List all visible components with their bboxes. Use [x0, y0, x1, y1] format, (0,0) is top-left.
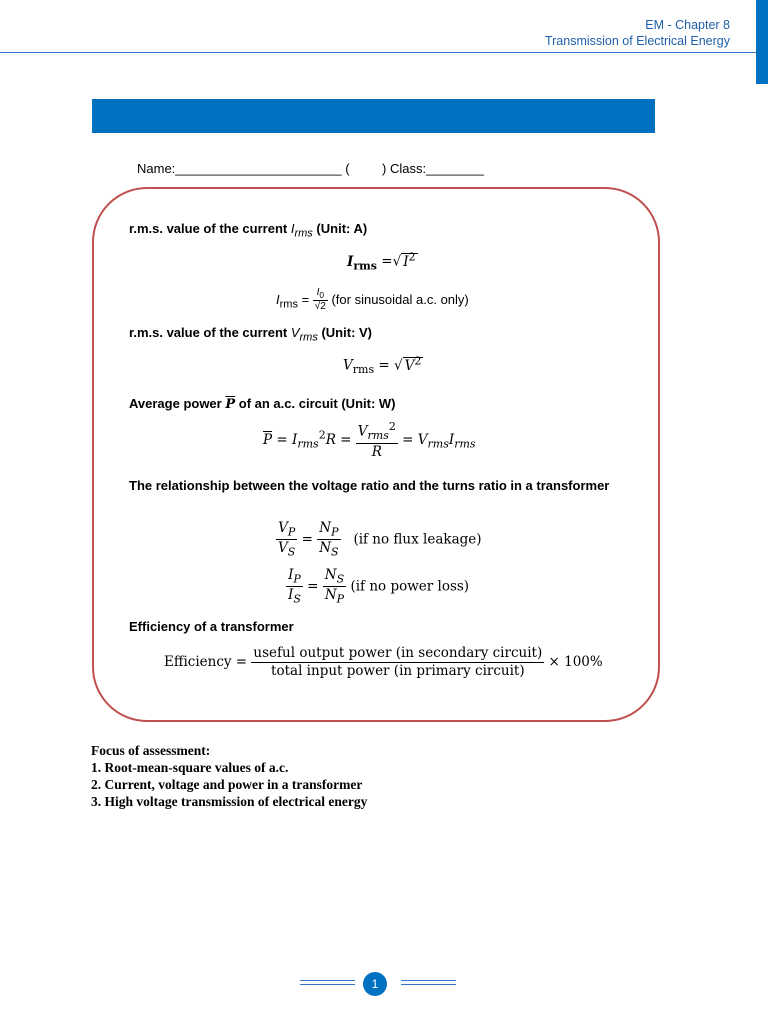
- avg-power-heading: Average power $\overline{P}$ of an a.c. circuit (Unit: W): [129, 396, 396, 412]
- transformer-heading: The relationship between the voltage ratio and the turns ratio in a transformer: [129, 478, 610, 493]
- header-subtitle: Transmission of Electrical Energy: [544, 34, 730, 48]
- footer-line-right: [401, 984, 456, 985]
- efficiency-heading: Efficiency of a transformer: [129, 619, 294, 634]
- rms-voltage-formula: $V_{rms}$ = √ $V^2$: [343, 354, 422, 377]
- side-tab: [756, 0, 768, 84]
- title-bar: [92, 99, 655, 133]
- header-chapter: EM - Chapter 8: [645, 18, 730, 32]
- rms-current-heading: r.m.s. value of the current $I_{rms}$ (Unit: A): [129, 221, 368, 240]
- efficiency-formula: Efficiency = $\frac{\text{useful output power (in secondary circuit)}}{\text{total input power (in primary circuit)}}$ × 100%: [164, 645, 603, 679]
- focus-item: 1. Root-mean-square values of a.c.: [91, 760, 289, 775]
- focus-title: Focus of assessment:: [91, 743, 211, 758]
- focus-of-assessment: [91, 742, 367, 810]
- current-ratio-formula: $\frac{I_P}{I_S}$ = $\frac{N_S}{N_P}$ (if no power loss): [288, 567, 470, 607]
- rms-current-formula: $I_{rms}$ =√ $I^2$: [347, 250, 416, 273]
- voltage-ratio-formula: $\frac{V_P}{V_S}$ = $\frac{N_P}{N_S}$ (if no flux leakage): [278, 520, 482, 560]
- page-number-badge: 1: [363, 972, 387, 996]
- rms-current-sinusoidal: $I_{rms}$ = $\frac{I_0}{√2}$ (for sinusoidal a.c. only): [276, 287, 469, 313]
- focus-item: 3. High voltage transmission of electrical energy: [91, 794, 368, 809]
- footer-line-left: [300, 984, 355, 985]
- footer-line-right: [401, 980, 456, 981]
- name-class-line: Name:_______________________ ( ) Class:________: [137, 161, 484, 176]
- rms-voltage-heading: r.m.s. value of the current $V_{rms}$ (Unit: V): [129, 325, 373, 344]
- footer-line-left: [300, 980, 355, 981]
- focus-item: 2. Current, voltage and power in a transformer: [91, 777, 363, 792]
- header-rule: [0, 52, 756, 53]
- avg-power-formula: $\overline{P} = I_{rms}^2R$ = $\frac{V_{rms}^2}{R}$ = $V_{rms}I_{rms}$: [263, 420, 476, 460]
